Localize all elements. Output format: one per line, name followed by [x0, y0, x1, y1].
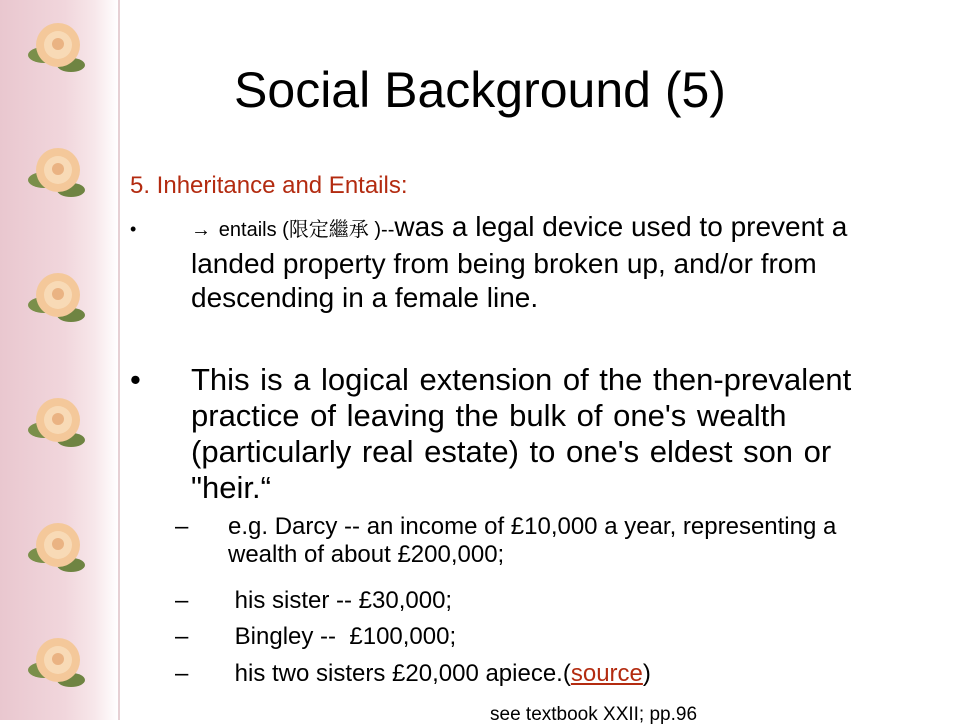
dash-marker: – — [175, 513, 189, 540]
rose-icon — [16, 250, 96, 360]
rose-icon — [16, 500, 96, 610]
entails-term-close: )-- — [374, 219, 395, 241]
bullet-extension-text: This is a logical extension of the then-prevalent practice of leaving the bulk of one's wealth (particularly real estate) to one's eldest son or "heir.“ — [191, 362, 852, 505]
entails-term: entails ( — [218, 219, 289, 241]
entails-definition: was a legal device used to prevent a landed property from being broken up, and/or from descending in a female line. — [191, 211, 848, 313]
subitem-text: his sister -- £30,000; — [228, 587, 453, 614]
rose-icon — [16, 125, 96, 235]
source-link[interactable]: source — [570, 660, 643, 687]
subitem-close-paren: ) — [642, 660, 651, 687]
entails-chinese: 限定繼承 — [288, 219, 369, 241]
arrow-icon: → — [191, 219, 211, 241]
bullet-dot: • — [130, 362, 141, 397]
bullet-dot: • — [130, 219, 137, 239]
subitem-text: e.g. Darcy -- an income of £10,000 a year, representing a wealth of about £200,000; — [228, 513, 837, 568]
section-subheading: 5. Inheritance and Entails: — [130, 172, 408, 199]
dash-marker: – — [175, 587, 189, 614]
slide-title: Social Background (5) — [234, 62, 726, 118]
footnote-reference: see textbook XXII; pp.96 — [490, 704, 698, 725]
bullet-entails-text — [191, 210, 870, 315]
rose-icon — [16, 375, 96, 485]
subitem-text: Bingley -- £100,000; — [228, 623, 457, 650]
dash-marker: – — [175, 660, 189, 687]
subitem-two-sisters-text: his two sisters £20,000 apiece.( — [228, 660, 571, 687]
rose-icon — [16, 615, 96, 720]
dash-marker: – — [175, 623, 189, 650]
subitem-text — [228, 660, 875, 688]
